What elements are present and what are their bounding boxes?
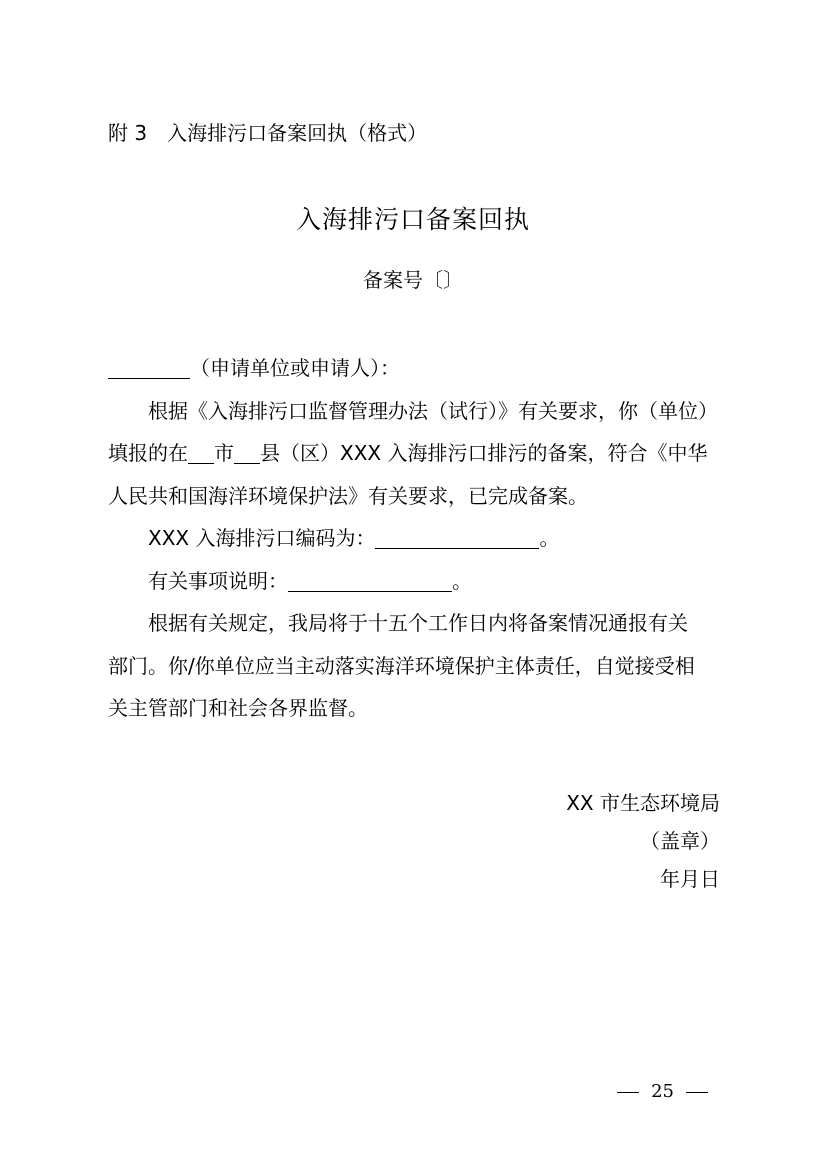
paragraph-2-line-1: 根据有关规定，我局将于十五个工作日内将备案情况通报有关 (148, 611, 688, 635)
county-blank (234, 441, 260, 464)
addressee-line (108, 347, 720, 390)
notes-blank (288, 569, 452, 592)
document-title: 入海排污口备案回执 (295, 205, 530, 234)
paragraph-1-line-1: 根据《入海排污口监督管理办法（试行）》有关要求，你（单位） (148, 398, 718, 423)
applicant-blank (108, 356, 190, 379)
paragraph-1-line-3: 人民共和国海洋环境保护法》有关要求，已完成备案。 (108, 483, 588, 508)
issuer-name: XX 市生态环境局 (566, 791, 720, 815)
page-footer (0, 1078, 720, 1106)
issue-date: 年月日 (660, 867, 720, 891)
notes-line (108, 560, 720, 603)
addressee-suffix: （申请单位或申请人）： (190, 356, 400, 380)
para1-text-c: 县（区）XXX 入海排污口排污的备案，符合《中华 (260, 441, 708, 465)
outlet-code-blank (375, 526, 539, 549)
document-body (108, 347, 720, 730)
paragraph-1-line-2 (108, 432, 720, 475)
attachment-number: 附 3 (108, 121, 148, 145)
paragraph-2-line-3: 关主管部门和社会各界监督。 (108, 696, 368, 720)
notes-end: 。 (452, 568, 472, 593)
city-blank (188, 441, 214, 464)
notes-label: 有关事项说明： (148, 568, 288, 593)
attachment-heading (108, 118, 427, 148)
paragraph-2-line-2: 部门。你/你单位应当主动落实海洋环境保护主体责任，自觉接受相 (108, 653, 695, 678)
outlet-code-line (108, 517, 720, 560)
page-number: 25 (651, 1081, 674, 1102)
record-number: 备案号〔〕 (363, 268, 463, 292)
footer-dash-right (686, 1092, 708, 1093)
seal-note: （盖章） (640, 829, 720, 853)
para1-text-b: 市 (214, 441, 234, 465)
attachment-title: 入海排污口备案回执（格式） (167, 121, 428, 145)
para1-text-a: 填报的在 (108, 441, 188, 465)
footer-dash-left (617, 1092, 639, 1093)
outlet-code-end: 。 (539, 526, 560, 550)
signature-block (566, 784, 720, 898)
outlet-code-label: XXX 入海排污口编码为： (148, 526, 376, 550)
